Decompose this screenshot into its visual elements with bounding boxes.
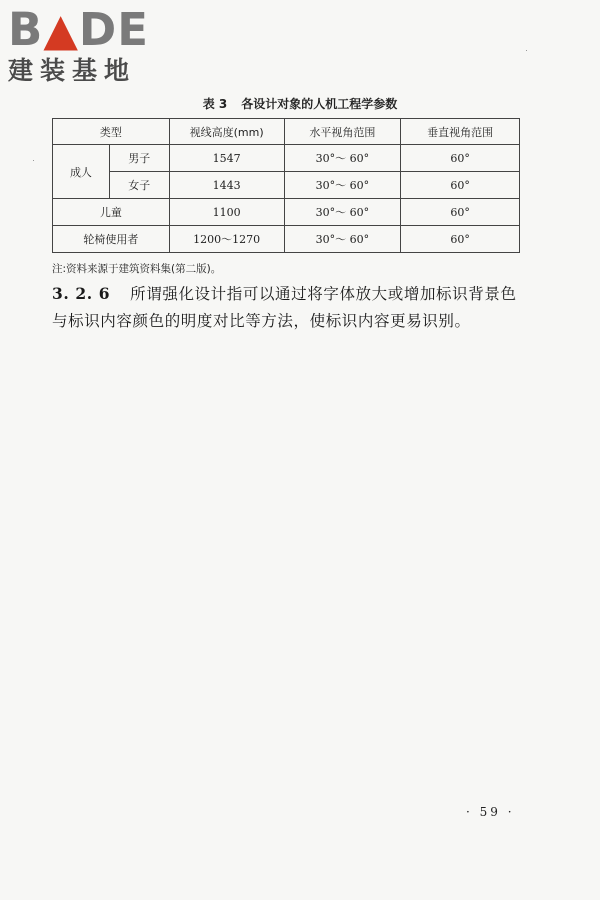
row-height: 1443 (169, 172, 284, 199)
table-title-text: 各设计对象的人机工程学参数 (241, 97, 398, 111)
header-vertical-angle: 垂直视角范围 (401, 119, 520, 145)
row-horizontal: 30°～ 60° (284, 172, 401, 199)
clause-paragraph (52, 280, 532, 335)
row-height: 1200～1270 (169, 226, 284, 253)
row-height: 1100 (169, 199, 284, 226)
header-type: 类型 (53, 119, 170, 145)
logo-letters-left: B (8, 3, 44, 56)
logo-subtitle: 建装基地 (8, 56, 137, 85)
row-height: 1547 (169, 145, 284, 172)
table-header-row (53, 119, 520, 145)
row-type: 儿童 (53, 199, 170, 226)
table-note: 注:资料来源于建筑资料集(第二版)。 (52, 263, 222, 275)
row-horizontal: 30°～ 60° (284, 145, 401, 172)
table-row (53, 145, 520, 172)
table-row (53, 226, 520, 253)
scan-speck (33, 160, 34, 161)
header-eye-height: 视线高度(mm) (169, 119, 284, 145)
table-title (0, 95, 600, 112)
adult-label: 成人 (53, 145, 110, 199)
logo-triangle-a: ▲ (43, 3, 79, 56)
logo-wordmark (8, 3, 178, 56)
ergonomics-table (52, 118, 520, 253)
row-vertical: 60° (401, 226, 520, 253)
table-row (53, 199, 520, 226)
row-horizontal: 30°～ 60° (284, 226, 401, 253)
table-row (53, 172, 520, 199)
row-vertical: 60° (401, 172, 520, 199)
bade-logo (8, 3, 178, 88)
row-vertical: 60° (401, 199, 520, 226)
table-number: 表 3 (202, 97, 228, 111)
row-type: 轮椅使用者 (53, 226, 170, 253)
row-horizontal: 30°～ 60° (284, 199, 401, 226)
row-subtype: 男子 (109, 145, 169, 172)
logo-letters-right: DE (78, 3, 150, 56)
clause-text: 所谓强化设计指可以通过将字体放大或增加标识背景色与标识内容颜色的明度对比等方法，使标识内容更易识别。 (52, 285, 517, 330)
row-subtype: 女子 (109, 172, 169, 199)
row-vertical: 60° (401, 145, 520, 172)
scan-speck (526, 50, 527, 51)
page-number: · 59 · (466, 805, 515, 819)
clause-number: 3. 2. 6 (52, 284, 111, 303)
header-horizontal-angle: 水平视角范围 (284, 119, 401, 145)
